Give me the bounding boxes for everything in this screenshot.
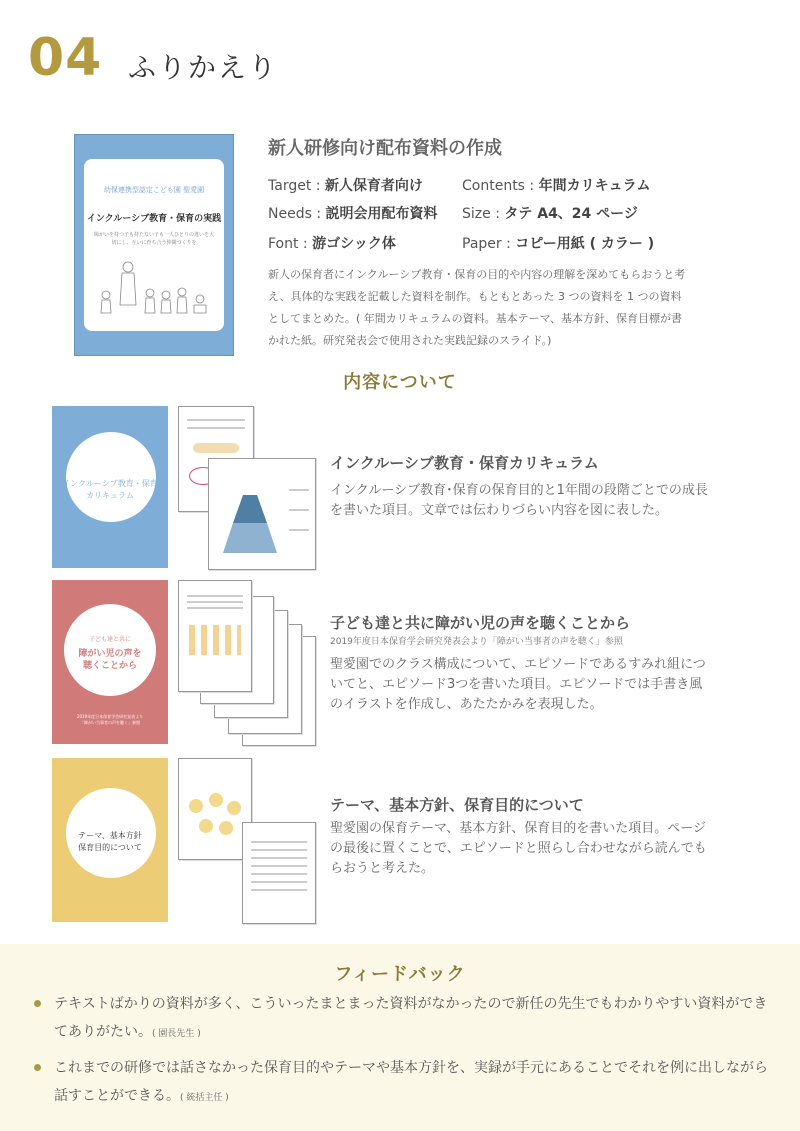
cover-title: インクルーシブ教育・保育の実践 [86, 214, 222, 224]
item2-cover-thumbnail [52, 580, 168, 744]
feedback-heading: フィードバック [334, 964, 466, 985]
spec-label: Paper : [462, 236, 516, 252]
content-heading: 内容について [343, 372, 457, 393]
spec-value: 年間カリキュラム [538, 178, 651, 194]
cover-org: 幼保連携型認定こども園 聖愛園 [103, 186, 205, 194]
spec-font [268, 233, 396, 253]
item2-title: 子ども達と共に障がい児の声を聴くことから [330, 614, 631, 632]
bullet-icon [34, 1000, 41, 1007]
spec-value: 新人保育者向け [324, 178, 423, 194]
spec-value: コピー用紙 ( カラー ) [515, 236, 655, 252]
item3-page-image [242, 822, 316, 924]
thumb-circle [66, 432, 156, 522]
spec-paper [462, 233, 654, 253]
thumb-text: テーマ、基本方針 保育目的について [78, 831, 142, 852]
spec-value: 游ゴシック体 [312, 236, 396, 252]
thumb-text: インクルーシブ教育・保育 カリキュラム [62, 479, 158, 500]
item1-cover-thumbnail [52, 406, 168, 568]
spec-label: Size : [462, 206, 505, 222]
spec-label: Target : [268, 178, 325, 194]
feedback-item [34, 990, 774, 1048]
thumb-text: 障がい児の声を 聴くことから [78, 649, 142, 671]
booklet-cover-image [74, 134, 234, 356]
project-description: 新人の保育者にインクルーシブ教育・保育の目的や内容の理解を深めてもらおうと考え、具体的な実践を記載した資料を制作。もともとあった 3 つの資料を 1 つの資料としてまとめた。( 年間カリキュラムの資料。基本テーマ、基本方針、保育目標が書かれた紙。研究発表会で使用された実践記録のスライド。) [268, 268, 686, 347]
feedback-author: ( 統括主任 ) [180, 1093, 229, 1103]
item1-title: インクルーシブ教育・保育カリキュラム [330, 454, 599, 472]
bullet-icon [34, 1064, 41, 1071]
section-title: ふりかえり [128, 51, 279, 84]
feedback-author: ( 園長先生 ) [152, 1029, 201, 1039]
spec-label: Needs : [268, 206, 326, 222]
spec-label: Contents : [462, 178, 539, 194]
spec-value: タテ A4、24 ページ [504, 206, 638, 222]
item1-page-image [208, 458, 316, 570]
section-number: 04 [28, 28, 103, 88]
spec-target [268, 175, 423, 195]
item1-description: インクルーシブ教育･保育の保育目的と1年間の段階ごとでの成長を書いた項目。文章では伝わりづらい内容を図に表した。 [330, 483, 708, 518]
item2-page-image [178, 580, 252, 692]
item2-note: 2019年度日本保育学会研究発表会より「障がい当事者の声を聴く」参照 [330, 637, 623, 647]
project-title: 新人研修向け配布資料の作成 [268, 138, 502, 159]
cover-subtitle: 障がいを持つ子も持たない子も一人ひとりの違いを大切にし、互いに育ち合う仲間づくりを [94, 232, 215, 246]
cover-card [84, 159, 224, 331]
spec-label: Font : [268, 236, 313, 252]
thumb-small-text: 子ども達と共に [88, 636, 131, 643]
spec-value: 説明会用配布資料 [325, 206, 438, 222]
spec-size [462, 203, 638, 223]
spec-needs [268, 203, 438, 223]
feedback-item [34, 1054, 774, 1112]
children-illustration [94, 259, 214, 319]
spec-contents [462, 175, 650, 195]
item3-cover-thumbnail [52, 758, 168, 922]
feedback-text: これまでの研修では話さなかった保育目的やテーマや基本方針を、実録が手元にあることでそれを例に出しながら話すことができる。 [54, 1060, 768, 1104]
item3-description: 聖愛園の保育テーマ、基本方針、保育目的を書いた項目。ページの最後に置くことで、エピソードと照らし合わせながら読んでもらおうと考えた。 [330, 821, 707, 876]
item3-title: テーマ、基本方針、保育目的について [330, 796, 584, 814]
thumb-footer-text: 2019年度日本保育学会研究発表より 「障がい当事者の声を聴く」参照 [76, 714, 144, 725]
item3-page-image [178, 758, 252, 860]
item2-description: 聖愛園でのクラス構成について、エピソードであるすみれ組についてと、エピソード3つを書いた項目。エピソードでは手書き風のイラストを作成し、あたたかみを表現した。 [330, 657, 706, 712]
feedback-text: テキストばかりの資料が多く、こういったまとまった資料がなかったので新任の先生でもわかりやすい資料ができてありがたい。 [54, 996, 768, 1040]
